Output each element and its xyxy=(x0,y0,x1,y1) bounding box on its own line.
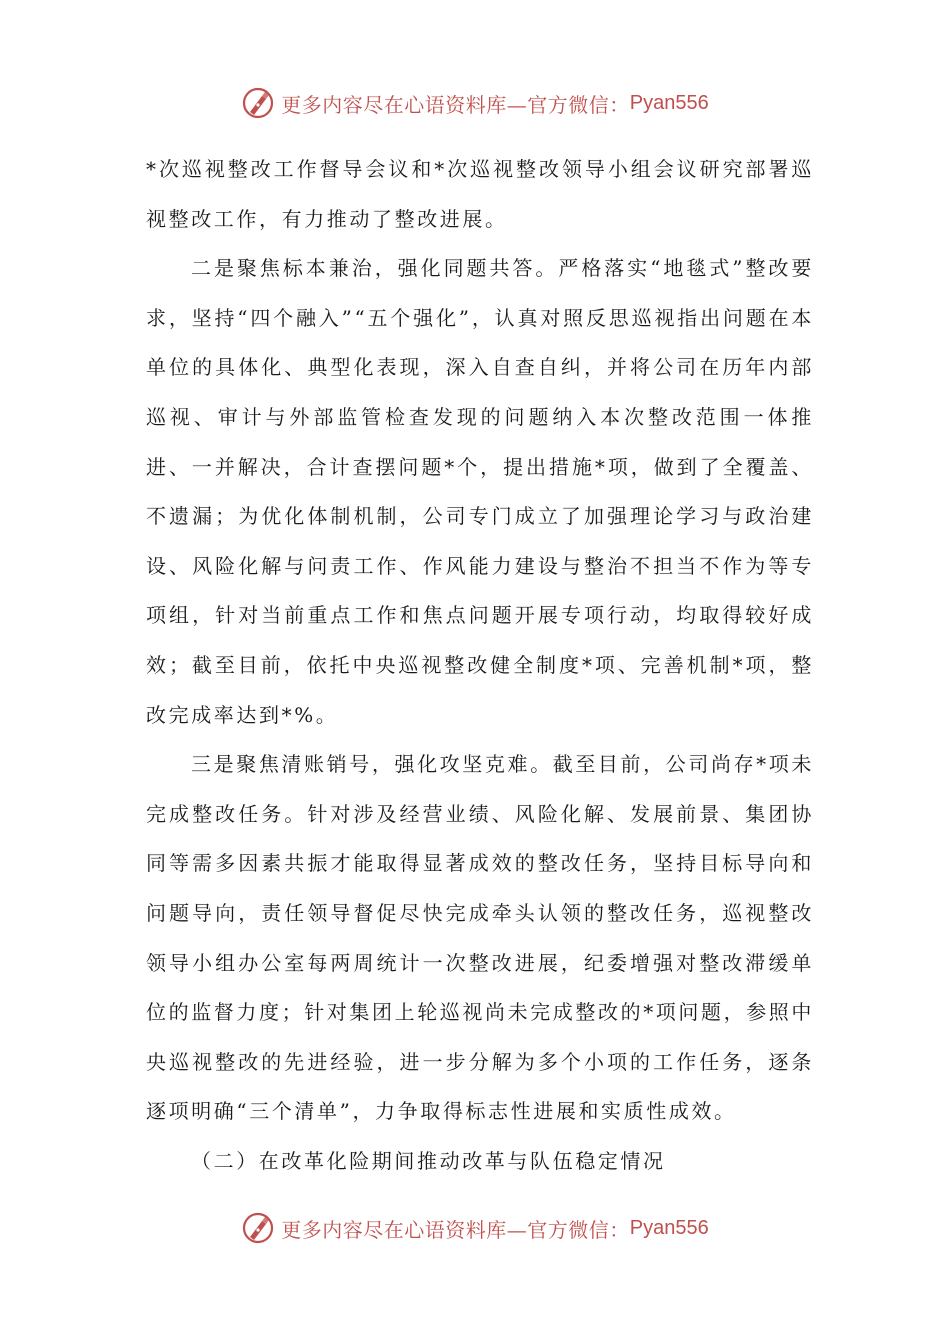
footer-watermark-banner xyxy=(0,1208,950,1248)
header-watermark-banner xyxy=(0,83,950,123)
banner-wechat-id: Pyan556 xyxy=(629,1216,709,1239)
paragraph-third-point: 三是聚焦清账销号，强化攻坚克难。截至目前，公司尚存*项未完成整改任务。针对涉及经营业绩、风险化解、发展前景、集团协同等需多因素共振才能取得显著成效的整改任务，坚持目标导向和问题导向，责任领导督促尽快完成牵头认领的整改任务，巡视整改领导小组办公室每两周统计一次整改进展，纪委增强对整改滞缓单位的监督力度；针对集团上轮巡视尚未完成整改的*项问题，参照中央巡视整改的先进经验，进一步分解为多个小项的工作任务，逐条逐项明确“三个清单”，力争取得标志性进展和实质性成效。 xyxy=(146,752,814,1124)
banner-text: 更多内容尽在心语资料库—官方微信： xyxy=(281,1217,630,1242)
banner-text: 更多内容尽在心语资料库—官方微信： xyxy=(281,92,630,117)
document-body xyxy=(146,145,814,1186)
paragraph-second-point: 二是聚焦标本兼治，强化同题共答。严格落实“地毯式”整改要求，坚持“四个融入”“五个强化”，认真对照反思巡视指出问题在本单位的具体化、典型化表现，深入自查自纠，并将公司在历年内部巡视、审计与外部监管检查发现的问题纳入本次整改范围一体推进、一并解决，合计查摆问题*个，提出措施*项，做到了全覆盖、不遗漏；为优化体制机制，公司专门成立了加强理论学习与政治建设、风险化解与问责工作、作风能力建设与整治不担当不作为等专项组，针对当前重点工作和焦点问题开展专项行动，均取得较好成效；截至目前，依托中央巡视整改健全制度*项、完善机制*项，整改完成率达到*%。 xyxy=(146,256,814,727)
pen-nib-logo-icon xyxy=(241,1211,275,1245)
pen-nib-logo-icon xyxy=(241,86,275,120)
paragraph-continuation: *次巡视整改工作督导会议和*次巡视整改领导小组会议研究部署巡视整改工作，有力推动了整改进展。 xyxy=(146,157,814,231)
section-heading: （二）在改革化险期间推动改革与队伍稳定情况 xyxy=(191,1148,666,1173)
banner-wechat-id: Pyan556 xyxy=(629,91,709,114)
